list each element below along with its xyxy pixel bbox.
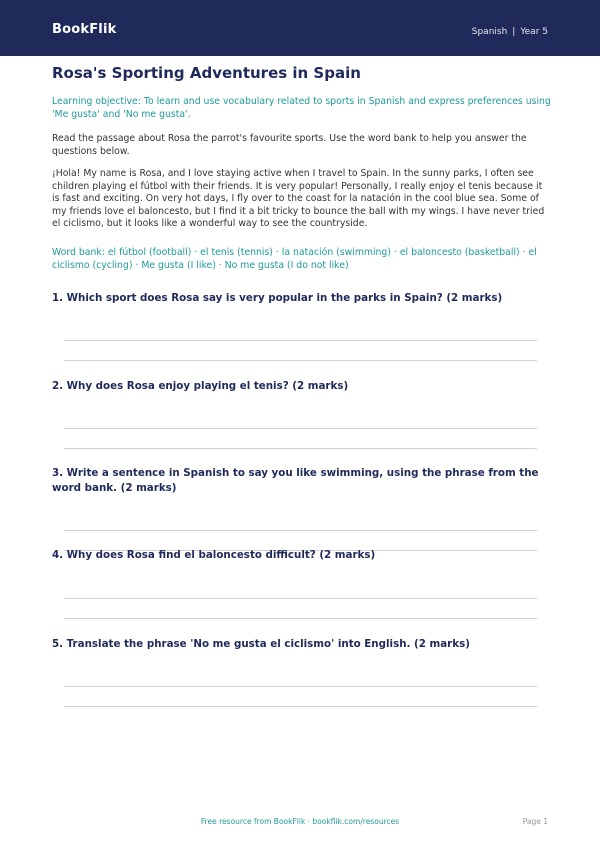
- learning-objective: Learning objective: To learn and use vocabulary related to sports in Spanish and express preferences using 'Me gusta' and 'No me gusta'.: [52, 96, 551, 120]
- answer-line[interactable]: [64, 706, 537, 707]
- answer-line[interactable]: [64, 618, 537, 619]
- worksheet-title: Rosa's Sporting Adventures in Spain: [52, 64, 361, 82]
- question-4: 4. Why does Rosa find el baloncesto difficult? (2 marks): [52, 549, 376, 561]
- question-2: 2. Why does Rosa enjoy playing el tenis? (2 marks): [52, 380, 349, 392]
- answer-line[interactable]: [64, 360, 537, 361]
- page-number: Page 1: [522, 817, 548, 826]
- question-3: 3. Write a sentence in Spanish to say you like swimming, using the phrase from the word bank. (2 marks): [52, 467, 539, 494]
- answer-line[interactable]: [64, 686, 537, 687]
- question-1: 1. Which sport does Rosa say is very popular in the parks in Spain? (2 marks): [52, 292, 503, 304]
- footer-credit: Free resource from BookFlik · bookflik.com/resources: [200, 817, 400, 826]
- answer-line[interactable]: [64, 340, 537, 341]
- question-5: 5. Translate the phrase 'No me gusta el ciclismo' into English. (2 marks): [52, 638, 470, 650]
- subject-label: Spanish: [471, 27, 508, 37]
- subject-year: [472, 27, 548, 37]
- header-bar: [0, 0, 600, 56]
- answer-line[interactable]: [64, 530, 537, 531]
- answer-line[interactable]: [64, 428, 537, 429]
- reading-passage: ¡Hola! My name is Rosa, and I love staying active when I travel to Spain. In the sunny parks, I often see children playing el fútbol with their friends. It is very popular! Personally, I really enjoy el tenis because it is fast and exciting. On very hot days, I fly over to the coast for la natación in the cool blue sea. Some of my friends love el baloncesto, but I find it a bit tricky to bounce the ball with my wings. I have never tried el ciclismo, but it looks like a wonderful way to see the countryside.: [52, 168, 545, 229]
- answer-line[interactable]: [64, 448, 537, 449]
- word-bank: Word bank: el fútbol (football) · el tenis (tennis) · la natación (swimming) · el baloncesto (basketball) · el ciclismo (cycling) · Me gusta (I like) · No me gusta (I do not like): [52, 247, 537, 271]
- instructions: Read the passage about Rosa the parrot's favourite sports. Use the word bank to help you answer the questions below.: [52, 133, 527, 157]
- year-label: Year 5: [520, 27, 548, 37]
- meta-separator: |: [512, 27, 516, 37]
- answer-line[interactable]: [64, 598, 537, 599]
- brand-logo: BookFlik: [52, 22, 117, 37]
